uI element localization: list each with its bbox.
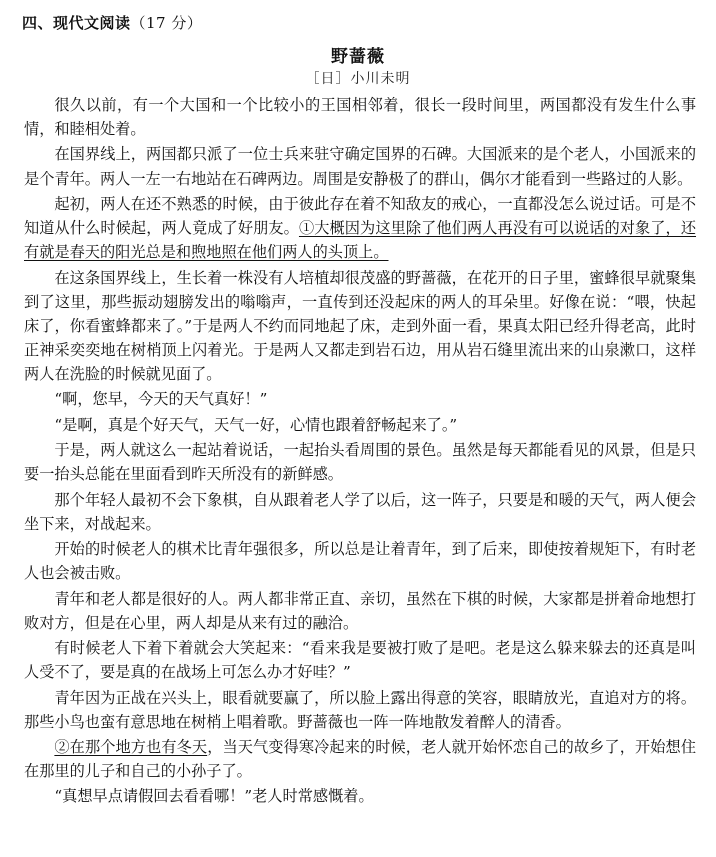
article-author: ［日］小川未明 <box>305 71 411 87</box>
paragraph-text: 那个年轻人最初不会下象棋，自从跟着老人学了以后，这一阵子，只要是和暖的天气，两人便会坐下来，对战起来。 <box>24 490 696 533</box>
paragraph-text: 开始的时候老人的棋术比青年强很多，所以总是让着青年，到了后来，即使按着规矩下，有时老人也会被击败。 <box>24 540 696 583</box>
paragraph-text: 很久以前，有一个大国和一个比较小的王国相邻着，很长一段时间里，两国都没有发生什么事情，和睦相处着。 <box>24 96 696 139</box>
paragraph-text: 在这条国界线上，生长着一株没有人培植却很茂盛的野蔷薇，在花开的日子里，蜜蜂很早就聚集到了这里，那些振动翅膀发出的嗡嗡声，一直传到还没起床的两人的耳朵里。好像在说：“喂，快起床了，你看蜜蜂都来了。”于是两人不约而同地起了床，走到外面一看，果真太阳已经升得老高，此时正神采奕奕地在树梢顶上闪着光。于是两人又都走到岩石边，用从岩石缝里流出来的山泉漱口，这样两人在洗脸的时候就见面了。 <box>24 268 696 383</box>
paragraph <box>24 266 696 386</box>
paragraph <box>24 438 696 486</box>
paragraph <box>24 587 696 635</box>
paragraph-text: “是啊，真是个好天气，天气一好，心情也跟着舒畅起来了。” <box>54 415 458 434</box>
paragraph <box>24 142 696 190</box>
underlined-sentence-2: ②在那个地方也有冬天 <box>54 738 208 756</box>
article-title: 野蔷薇 <box>331 47 385 67</box>
paragraph-text: 于是，两人就这么一起站着说话，一起抬头看周围的景色。虽然是每天都能看见的风景，但是只要一抬头总能在里面看到昨天所没有的新鲜感。 <box>24 441 696 484</box>
paragraph-text: 在国界线上，两国都只派了一位士兵来驻守确定国界的石碑。大国派来的是个老人，小国派来的是个青年。两人一左一右地站在石碑两边。周围是安静极了的群山，偶尔才能看到一些路过的人影。 <box>24 145 696 188</box>
section-heading <box>22 12 202 33</box>
paragraph <box>24 93 696 141</box>
paragraph <box>24 192 696 264</box>
paragraph-text: “真想早点请假回去看看哪！”老人时常感慨着。 <box>54 787 374 806</box>
paragraph <box>24 686 696 734</box>
paragraph-text: 青年和老人都是很好的人。两人都非常正直、亲切，虽然在下棋的时候，大家都是拼着命地想打败对方，但是在心里，两人却是从来有过的融洽。 <box>24 589 696 632</box>
paragraph-text-after: ，当天气变得寒冷起来的时候，老人就开始怀恋自己的故乡了，开始想住在那里的儿子和自己的小孙子了。 <box>24 738 697 781</box>
paragraph <box>24 387 696 411</box>
article-body <box>24 93 696 810</box>
paragraph-text: 青年因为正战在兴头上，眼看就要赢了，所以脸上露出得意的笑容，眼睛放光，直追对方的将。那些小鸟也蛮有意思地在树梢上唱着歌。野蔷薇也一阵一阵地散发着醉人的清香。 <box>24 688 696 731</box>
paragraph <box>24 488 696 536</box>
underlined-sentence-1: ①大概因为这里除了他们两人再没有可以说话的对象了，还有就是春天的阳光总是和煦地照在他们两人的头顶上。 <box>24 219 697 262</box>
paragraph <box>24 413 696 437</box>
paragraph <box>24 784 696 808</box>
paragraph-text: “啊，您早，今天的天气真好！” <box>54 390 268 409</box>
paragraph <box>24 636 696 684</box>
paragraph <box>24 735 696 783</box>
section-score: （17 分） <box>130 14 203 32</box>
section-heading-text: 四、现代文阅读 <box>22 14 131 32</box>
paragraph <box>24 537 696 585</box>
paragraph-text: 有时候老人下着下着就会大笑起来：“看来我是要被打败了是吧。老是这么躲来躲去的还真是叫人受不了，要是真的在战场上可怎么办才好哇？” <box>24 639 696 682</box>
paragraph-text: 起初，两人在还不熟悉的时候，由于彼此存在着不知敌友的戒心，一直都没怎么说过话。可是不知道从什么时候起，两人竟成了好朋友。 <box>24 194 696 238</box>
